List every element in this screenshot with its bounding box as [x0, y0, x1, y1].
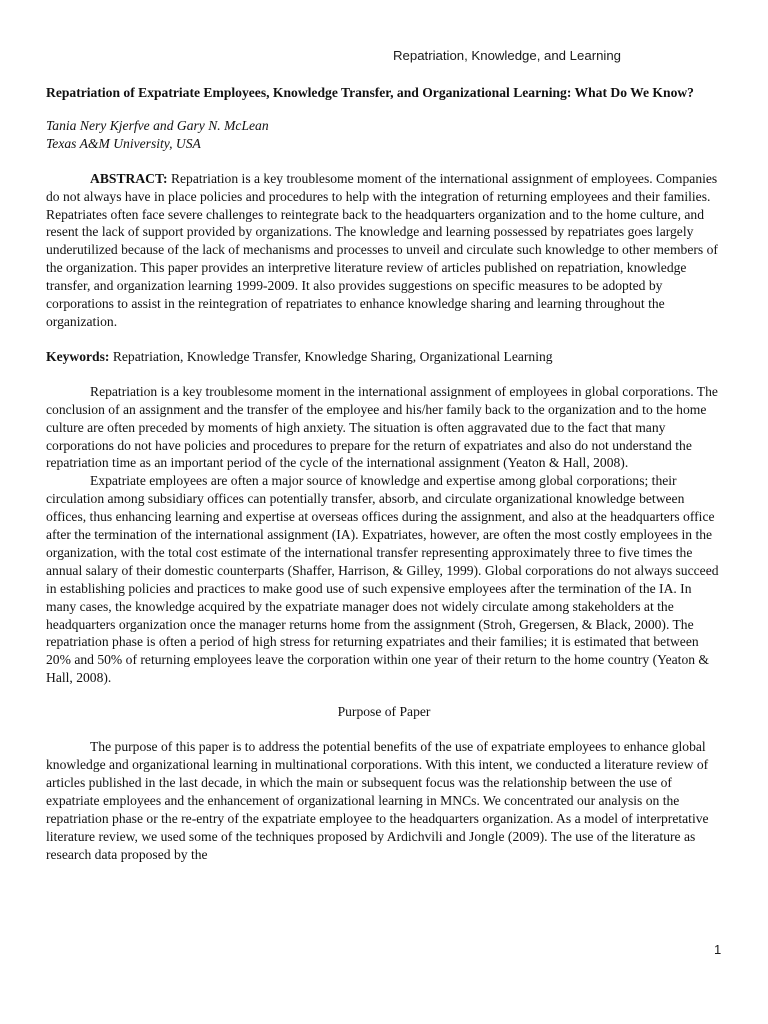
keywords-label: Keywords:	[46, 348, 110, 364]
keywords-text: Repatriation, Knowledge Transfer, Knowledge Sharing, Organizational Learning	[109, 348, 553, 364]
keywords	[46, 348, 722, 366]
abstract-text: Repatriation is a key troublesome moment of the international assignment of employees. Companies do not always have in place policies and procedures to help with the integration of returning employees and their families. Repatriates often face severe challenges to reintegrate back to the headquarters organization and to the home culture, and resent the lack of support provided by organizations. The knowledge and learning possessed by repatriates goes largely underutilized because of the lack of mechanisms and processes to unveil and circulate such knowledge to other members of the organization. This paper provides an interpretive literature review of articles published on repatriation, knowledge transfer, and organization learning 1999-2009. It also provides suggestions on specific measures to be adopted by corporations to assist in the reintegration of repatriates to enhance knowledge sharing and learning throughout the organization.	[46, 170, 718, 329]
section-heading: Purpose of Paper	[337, 704, 431, 720]
running-head: Repatriation, Knowledge, and Learning	[393, 48, 622, 63]
paper-body	[46, 84, 722, 863]
purpose-paragraph: The purpose of this paper is to address the potential benefits of the use of expatriate employees to enhance global knowledge and organizational learning in multinational corporations. With this intent, we conducted a literature review of articles published in the last decade, in which the main or subsequent focus was the relationship between the use of expatriate employees and the enhancement of organizational learning in MNCs. We concentrated our analysis on the repatriation phase or the re-entry of the expatriate employee to the headquarters organization. As a model of interpretative literature review, we used some of the techniques proposed by Ardichvili and Jongle (2009). The use of the literature as research data proposed by the	[46, 739, 709, 862]
paper-title: Repatriation of Expatriate Employees, Knowledge Transfer, and Organizational Learning: What Do We Know?	[46, 85, 694, 100]
author-names: Tania Nery Kjerfve and Gary N. McLean	[46, 117, 269, 133]
author-affiliation: Texas A&M University, USA	[46, 135, 201, 151]
author-block	[46, 117, 722, 153]
body-paragraph-2: Expatriate employees are often a major source of knowledge and expertise among global corporations; their circulation among subsidiary offices can potentially transfer, absorb, and circulate organizational knowledge between offices, thus enhancing learning and expertise at overseas offices during the assignment, and also at the headquarters office after the termination of the international assignment (IA). Expatriates, however, are often the most costly employees in the organization, with the total cost estimate of the international transfer representing approximately three to five times the annual salary of their domestic counterparts (Shaffer, Harrison, & Gilley, 1999). Global corporations do not always succeed in establishing policies and practices to make good use of such expensive employees after the termination of the IA. In many cases, the knowledge acquired by the expatriate manager does not widely circulate among stakeholders at the headquarters organization once the manager returns home from the assignment (Stroh, Gregersen, & Black, 2000). The repatriation phase is often a period of high stress for returning expatriates and their families; it is estimated that between 20% and 50% of returning employees leave the corporation within one year of their return to the home country (Yeaton & Hall, 2008).	[46, 473, 719, 686]
abstract-label: ABSTRACT:	[90, 170, 168, 186]
page-number: 1	[714, 942, 722, 957]
body-paragraph-1: Repatriation is a key troublesome moment in the international assignment of employees in global corporations. The conclusion of an assignment and the transfer of the employee and his/her family back to the organization and to the home culture are often preceded by moments of high anxiety. The situation is often aggravated due to the fact that many corporations do not have policies and procedures to prepare for the return of expatriates and also do not understand the repatriation time as an important period of the cycle of the international assignment (Yeaton & Hall, 2008).	[46, 383, 718, 471]
abstract	[46, 170, 722, 331]
